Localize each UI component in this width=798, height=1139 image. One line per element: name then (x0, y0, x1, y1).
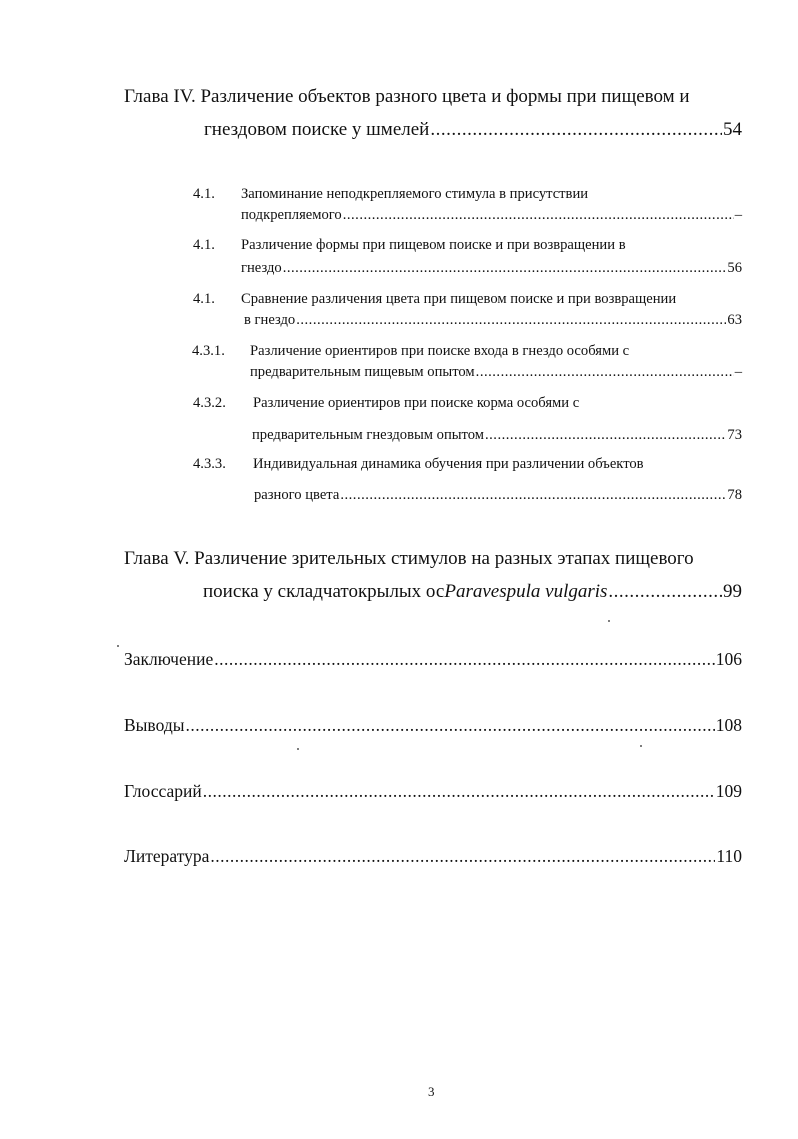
entry-page: 108 (715, 715, 742, 735)
chapter5-title-line1: Глава V. Различение зрительных стимулов на разных этапах пищевого (124, 548, 694, 569)
chapter5-page: 99 (723, 581, 742, 602)
toc-entry-glossary (124, 781, 742, 802)
dot-leader (608, 581, 722, 603)
section-title-line2 (241, 207, 742, 224)
section-number: 4.3.1. (192, 343, 225, 359)
section-title-text: гнездо (241, 260, 282, 276)
chapter4-title-text: гнездовом поиске у шмелей (204, 119, 430, 140)
entry-page: 106 (715, 649, 742, 669)
entry-title: Глоссарий (124, 781, 202, 801)
section-page: – (734, 364, 742, 380)
section-number: 4.3.2. (193, 395, 226, 411)
section-page: 73 (727, 427, 742, 443)
dot-leader (203, 781, 715, 802)
section-title-line1: Запоминание неподкрепляемого стимула в присутствии (241, 186, 589, 202)
section-number: 4.1. (193, 186, 215, 202)
chapter4-page: 54 (723, 119, 742, 140)
scan-speck (640, 745, 642, 747)
section-title-line1: Различение ориентиров при поиске корма особями с (253, 395, 580, 411)
toc-entry-findings (124, 715, 742, 736)
section-page: 63 (727, 312, 742, 328)
dot-leader (214, 649, 715, 670)
entry-page: 109 (715, 781, 742, 801)
section-title-line1: Сравнение различения цвета при пищевом поиске и при возвращении (241, 291, 677, 307)
chapter4-title-line2 (204, 119, 742, 141)
chapter5-title-line2 (203, 581, 742, 603)
scan-speck (297, 748, 299, 750)
section-number: 4.1. (193, 291, 215, 307)
section-title-line1: Различение ориентиров при поиске входа в гнездо особями с (250, 343, 630, 359)
section-page: 78 (727, 487, 742, 503)
chapter5-title-text: поиска у складчатокрылых ос (203, 581, 445, 602)
section-number: 4.1. (193, 237, 215, 253)
chapter4-title-line1: Глава IV. Различение объектов разного цвета и формы при пищевом и (124, 86, 690, 107)
toc-entry-conclusion (124, 649, 742, 670)
section-title-text: предварительным гнездовым опытом (252, 427, 484, 443)
scan-speck (117, 645, 119, 647)
dot-leader (210, 846, 715, 867)
section-title-text: подкрепляемого (241, 207, 342, 223)
section-title-line2 (250, 364, 742, 381)
scan-speck (608, 620, 610, 622)
dot-leader (296, 312, 726, 329)
dot-leader (340, 487, 726, 504)
entry-page: 110 (716, 846, 742, 866)
entry-title: Выводы (124, 715, 185, 735)
dot-leader (476, 364, 734, 381)
section-page: – (734, 207, 742, 223)
section-title-text: предварительным пищевым опытом (250, 364, 475, 380)
dot-leader (185, 715, 714, 736)
dot-leader (283, 260, 727, 277)
section-title-line1: Различение формы при пищевом поиске и при возвращении в (241, 237, 626, 253)
page-number: 3 (428, 1084, 435, 1099)
section-title-line2 (244, 312, 742, 329)
entry-title: Литература (124, 846, 210, 866)
section-title-line2 (254, 487, 742, 504)
dot-leader (485, 427, 726, 444)
section-title-line2 (241, 260, 742, 277)
dot-leader (430, 119, 722, 141)
species-name: Paravespula vulgaris (444, 581, 608, 602)
section-number: 4.3.3. (193, 456, 226, 472)
dot-leader (343, 207, 734, 224)
entry-title: Заключение (124, 649, 214, 669)
section-title-line1: Индивидуальная динамика обучения при различении объектов (253, 456, 644, 472)
section-title-line2 (252, 427, 742, 444)
section-title-text: разного цвета (254, 487, 340, 503)
toc-entry-literature (124, 846, 742, 867)
section-title-text: в гнездо (244, 312, 296, 328)
section-page: 56 (727, 260, 742, 276)
